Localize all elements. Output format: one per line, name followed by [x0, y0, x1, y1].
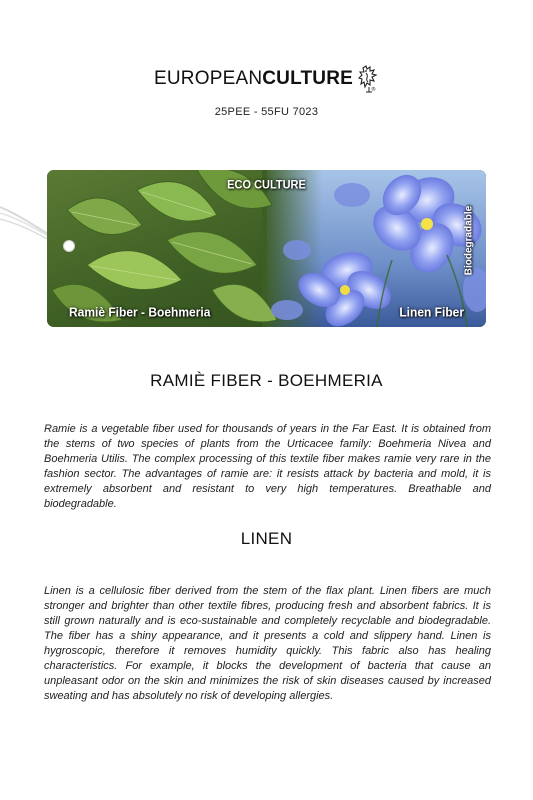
- svg-text:®: ®: [371, 87, 376, 93]
- hang-tag-image: [47, 170, 486, 327]
- linen-fiber-label: Linen Fiber: [399, 304, 464, 320]
- section-title-linen: LINEN: [240, 529, 293, 548]
- brand-name-light: EUROPEAN: [154, 68, 263, 89]
- brand-name-bold: CULTURE: [262, 68, 353, 89]
- brand-name: [154, 68, 353, 90]
- section-title-ramie: RAMIÈ FIBER - BOEHMERIA: [150, 371, 383, 390]
- griffin-icon: [357, 64, 379, 94]
- brand-header: [0, 64, 533, 94]
- tag-hole: [63, 240, 75, 252]
- product-code: 25PEE - 55FU 7023: [214, 106, 319, 118]
- section-body-linen: Linen is a cellulosic fiber derived from the stem of the flax plant. Linen fibers are much stronger and brighter than other textile fibres, producing fresh and absorbent fabrics. It is still grown naturally and is eco-sustainable and completely recyclable and biodegradable. The fiber has a shiny appearance, and it presents a cold and slippery hand. Linen is hygroscopic, therefore it removes humidity quickly. This fabric also has healing characteristics. For example, it blocks the development of bacteria that cause an unpleasant odor on the skin and minimizes the risk of skin diseases caused by increased sweating and has absolutely no risk of developing allergies.: [44, 585, 491, 702]
- ramie-fiber-label: Ramiè Fiber - Boehmeria: [69, 304, 211, 320]
- section-body-ramie: Ramie is a vegetable fiber used for thousands of years in the Far East. It is obtained from the stems of two species of plants from the Urticacee family: Boehmeria Nivea and Boehmeria Utilis. The complex processing of this textile fiber makes ramie very rare in the fashion sector. The advantages of ramie are: it resists attack by bacteria and mold, it is extremely absorbent and resistant to very high temperatures. Breathable and biodegradable.: [44, 423, 491, 510]
- eco-culture-label: ECO CULTURE: [227, 178, 306, 192]
- biodegradable-label: Biodegradable: [463, 205, 475, 276]
